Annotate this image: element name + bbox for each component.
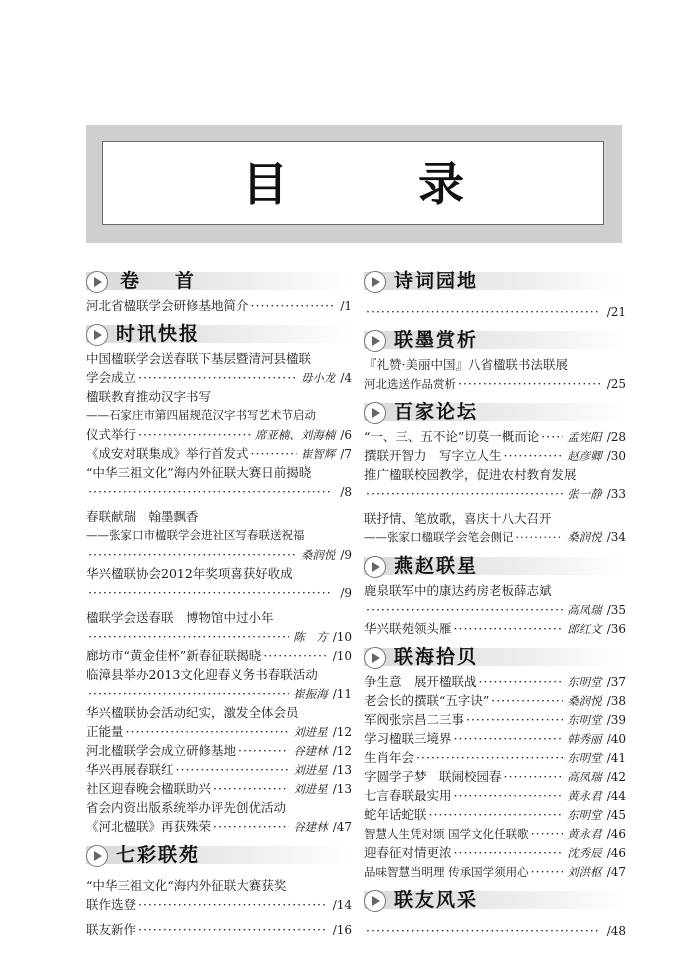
toc-entry[interactable] (364, 710, 626, 729)
page-number: /10 (332, 649, 352, 663)
page-number: /46 (606, 827, 626, 841)
entry-title: 学习楹联三境界 (364, 731, 452, 746)
section-header (364, 395, 626, 427)
toc-entry[interactable] (364, 691, 626, 710)
page-number: /42 (606, 770, 626, 784)
section-header (364, 549, 626, 581)
entry-line (86, 895, 352, 914)
entry-title: 联抒情、笔放歌，喜庆十八大召开 (364, 511, 552, 526)
entry-title: 军阀张宗昌二三事 (364, 712, 465, 727)
dot-leader (454, 619, 564, 638)
play-circle-icon (364, 271, 386, 293)
entry-line (364, 581, 626, 600)
toc-entry[interactable] (86, 646, 352, 665)
dot-leader (238, 741, 289, 760)
page-number: /33 (606, 487, 626, 501)
entry-line (86, 425, 352, 444)
entry-title: 七言春联最实用 (364, 788, 452, 803)
entry-line (364, 528, 626, 547)
entry-title: ——石家庄市第四届规范汉字书写艺术节启动 (86, 408, 316, 422)
entry-line (364, 672, 626, 691)
entry-title: 楹联教育推动汉字书写 (86, 389, 212, 404)
page-number: /1 (340, 299, 352, 313)
toc-entry[interactable] (364, 805, 626, 824)
page-number: /8 (340, 485, 352, 499)
entry-title: “中华三祖文化”海内外征联大赛日前揭晓 (86, 465, 312, 480)
entry-title: ——张家口市楹联学会进社区写春联送祝福 (86, 528, 305, 542)
toc-entry[interactable] (86, 665, 352, 703)
toc-entry[interactable] (364, 729, 626, 748)
entry-line (364, 843, 626, 862)
entry-author: 赵彦卿 (567, 449, 602, 463)
entry-line (364, 691, 626, 710)
entry-line (364, 862, 626, 881)
entry-title: 《河北楹联》再获殊荣 (86, 819, 212, 834)
entry-line (86, 608, 352, 627)
entry-author: 谷建林 (293, 820, 328, 834)
page-number: /6 (340, 428, 352, 442)
entry-author: 高凤瑞 (567, 770, 602, 784)
toc-entry[interactable] (364, 619, 626, 638)
toc-entry[interactable] (364, 355, 626, 393)
page-number: /13 (332, 763, 352, 777)
page-number: /12 (332, 725, 352, 739)
section-header (86, 317, 352, 349)
dot-leader (251, 296, 334, 315)
page-number: /9 (340, 548, 352, 562)
dot-leader (88, 583, 333, 602)
section-header (86, 264, 352, 296)
page-title: 目录 (242, 157, 594, 211)
entry-author: 郎红文 (567, 622, 602, 636)
toc-entry[interactable] (86, 798, 352, 836)
page-number: /47 (606, 865, 626, 879)
toc-right-column (364, 262, 626, 940)
entry-title: 蛇年话蛇联 (364, 807, 427, 822)
toc-entry[interactable] (86, 870, 352, 914)
entry-author: 刘进星 (293, 763, 328, 777)
toc-entry[interactable] (86, 387, 352, 444)
page-number: /36 (606, 622, 626, 636)
entry-line (86, 920, 352, 939)
entry-title: 临漳县举办2013文化迎春义务书春联活动 (86, 667, 318, 682)
entry-author: 刘进星 (293, 782, 328, 796)
entry-line (86, 703, 352, 722)
entry-author: 谷建林 (293, 744, 328, 758)
entry-title: 楹联学会送春联 博物馆中过小年 (86, 610, 274, 625)
toc-entry[interactable] (364, 296, 626, 321)
entry-title: 社区迎春晚会楹联助兴 (86, 781, 212, 796)
entry-line (86, 564, 352, 583)
page-number: /40 (606, 732, 626, 746)
dot-leader (541, 427, 563, 446)
entry-title: 学会成立 (86, 370, 137, 385)
section-title: 卷首 (120, 270, 231, 292)
section-title: 燕赵联星 (394, 555, 479, 577)
toc-entry[interactable] (86, 760, 352, 779)
entry-line (364, 921, 626, 940)
entry-line (86, 507, 352, 526)
page-number: /11 (332, 687, 352, 701)
page-number: /38 (606, 694, 626, 708)
entry-line (86, 798, 352, 817)
entry-line (86, 463, 352, 482)
dot-leader (416, 748, 563, 767)
play-circle-icon (364, 330, 386, 352)
entry-author: 高凤瑞 (567, 603, 602, 617)
toc-entry[interactable] (364, 767, 626, 786)
entry-title: 品味智慧当明理 传承国学须用心 (364, 865, 529, 879)
dot-leader (458, 374, 600, 393)
entry-author: 东明堂 (567, 808, 602, 822)
page-number: /35 (606, 603, 626, 617)
entry-title: 迎春征对情更浓 (364, 845, 452, 860)
section-title: 联友风采 (394, 889, 479, 911)
title-banner (86, 125, 622, 243)
toc-entry[interactable] (364, 427, 626, 446)
entry-author: 黄永君 (567, 827, 602, 841)
section-title: 联海拾贝 (394, 646, 479, 668)
entry-line (86, 876, 352, 895)
toc-entry[interactable] (86, 349, 352, 387)
toc-entry[interactable] (364, 465, 626, 503)
page-number: /7 (340, 447, 352, 461)
dot-leader (429, 805, 564, 824)
entry-title: ——张家口楹联学会笔会侧记 (364, 530, 514, 544)
dot-leader (531, 862, 564, 881)
entry-line (86, 482, 352, 501)
play-circle-icon (364, 890, 386, 912)
dot-leader (366, 600, 563, 619)
page-number: /41 (606, 751, 626, 765)
entry-title: 争生意 展开楹联战 (364, 674, 477, 689)
dot-leader (531, 824, 564, 843)
section-header (364, 323, 626, 355)
dot-leader (138, 368, 297, 387)
dot-leader (126, 722, 290, 741)
entry-line (86, 627, 352, 646)
entry-author: 沈秀辰 (567, 846, 602, 860)
entry-line (86, 583, 352, 602)
play-circle-icon (86, 324, 108, 346)
entry-title: “中华三祖文化“海内外征联大赛获奖 (86, 878, 287, 893)
entry-line (86, 349, 352, 368)
dot-leader (504, 767, 564, 786)
entry-title: 鹿泉联军中的康达药房老板薛志斌 (364, 583, 552, 598)
page-number: /25 (606, 377, 626, 391)
entry-title: 河北省楹联学会研修基地简介 (86, 298, 249, 313)
entry-line (364, 767, 626, 786)
entry-line (86, 387, 352, 406)
toc-entry[interactable] (86, 779, 352, 798)
page-number: /12 (332, 744, 352, 758)
toc-entry[interactable] (364, 843, 626, 862)
entry-line (364, 824, 626, 843)
entry-title: 河北选送作品赏析 (364, 377, 456, 391)
dot-leader (491, 691, 563, 710)
dot-leader (138, 920, 326, 939)
dot-leader (366, 302, 600, 321)
dot-leader (213, 817, 289, 836)
dot-leader (516, 528, 564, 547)
dot-leader (454, 843, 564, 862)
section-title: 时讯快报 (116, 323, 201, 345)
page-number: /4 (340, 371, 352, 385)
entry-line (86, 444, 352, 463)
entry-author: 桑润悦 (567, 694, 602, 708)
entry-author: 刘进星 (293, 725, 328, 739)
dot-leader (88, 684, 289, 703)
entry-title: 老会长的撰联“五字诀” (364, 693, 490, 708)
entry-line (364, 509, 626, 528)
section-title: 诗词园地 (394, 270, 479, 292)
entry-title: 推广楹联校园教学，促进农村教育发展 (364, 467, 577, 482)
toc-entry[interactable] (86, 564, 352, 602)
entry-title: 《成安对联集成》举行首发式 (86, 446, 249, 461)
toc-entry[interactable] (86, 602, 352, 646)
dot-leader (454, 729, 564, 748)
dot-leader (138, 895, 326, 914)
dot-leader (504, 446, 564, 465)
entry-line (86, 741, 352, 760)
entry-line (364, 465, 626, 484)
entry-line (364, 710, 626, 729)
toc-entry[interactable] (86, 463, 352, 501)
entry-title: 撰联开智力 写字立人生 (364, 448, 502, 463)
entry-line (86, 646, 352, 665)
entry-author: 韩秀丽 (567, 732, 602, 746)
page-number: /48 (606, 924, 626, 938)
entry-title: 联友新作 (86, 922, 137, 937)
dot-leader (366, 484, 563, 503)
entry-title: “一、三、五不论”切莫一概而论 (364, 429, 540, 444)
entry-title: 『礼赞·美丽中国』八省楹联书法联展 (364, 357, 568, 372)
page-number: /30 (606, 449, 626, 463)
entry-author: 黄永君 (567, 789, 602, 803)
entry-title: 正能量 (86, 724, 124, 739)
page-number: /28 (606, 430, 626, 444)
entry-line (86, 296, 352, 315)
toc-entry[interactable] (364, 915, 626, 940)
entry-line (86, 526, 352, 545)
toc-left-column (86, 262, 352, 939)
dot-leader (213, 779, 289, 798)
entry-author: 桑润悦 (567, 530, 602, 544)
toc-entry[interactable] (364, 748, 626, 767)
page-number: /10 (332, 630, 352, 644)
dot-leader (479, 672, 564, 691)
section-header (86, 838, 352, 870)
toc-entry[interactable] (86, 296, 352, 315)
page-number: /16 (332, 923, 352, 937)
section-title: 七彩联苑 (116, 844, 201, 866)
toc-entry[interactable] (364, 862, 626, 881)
entry-line (86, 779, 352, 798)
toc-entry[interactable] (364, 824, 626, 843)
title-frame (102, 141, 604, 225)
entry-line (86, 817, 352, 836)
entry-title: 华兴楹联协会2012年奖项喜获好收成 (86, 566, 293, 581)
entry-line (364, 748, 626, 767)
entry-line (364, 374, 626, 393)
dot-leader (88, 627, 289, 646)
page-number: /44 (606, 789, 626, 803)
play-circle-icon (364, 647, 386, 669)
entry-title: 字圆学子梦 联闹校园春 (364, 769, 502, 784)
entry-line (364, 302, 626, 321)
toc-entry[interactable] (364, 446, 626, 465)
entry-line (364, 446, 626, 465)
dot-leader (88, 482, 333, 501)
entry-line (364, 427, 626, 446)
toc-entry[interactable] (364, 786, 626, 805)
entry-title: 华兴楹联协会活动纪实，激发全体会员 (86, 705, 299, 720)
dot-leader (466, 710, 563, 729)
section-header (364, 640, 626, 672)
page-number: /13 (332, 782, 352, 796)
entry-title: 廊坊市“黄金佳杯”新春征联揭晓 (86, 648, 262, 663)
toc-entry[interactable] (86, 703, 352, 741)
entry-author: 孟宪阳 (567, 430, 602, 444)
entry-author: 崔智辉 (300, 447, 336, 461)
entry-line (364, 600, 626, 619)
toc-entry[interactable] (364, 581, 626, 619)
dot-leader (176, 760, 290, 779)
entry-title: 华兴再展春联红 (86, 762, 174, 777)
section-header (364, 883, 626, 915)
dot-leader (454, 786, 564, 805)
entry-title: 省会内资出版系统举办评先创优活动 (86, 800, 287, 815)
page-number: /14 (332, 898, 352, 912)
page-number: /39 (606, 713, 626, 727)
entry-author: 席亚楠、刘海楠 (254, 428, 336, 442)
entry-author: 刘洪枢 (567, 865, 602, 879)
dot-leader (366, 921, 600, 940)
entry-line (364, 729, 626, 748)
entry-line (86, 368, 352, 387)
dot-leader (263, 646, 325, 665)
page-number: /46 (606, 846, 626, 860)
play-circle-icon (364, 402, 386, 424)
entry-author: 毋小龙 (300, 371, 336, 385)
entry-author: 东明堂 (567, 675, 602, 689)
page-number: /21 (606, 305, 626, 319)
entry-title: 智慧人生凭对颂 国学文化任联歌 (364, 827, 529, 841)
page-number: /9 (340, 586, 352, 600)
entry-line (364, 786, 626, 805)
entry-line (364, 355, 626, 374)
entry-author: 崔振海 (293, 687, 328, 701)
toc-entry[interactable] (86, 444, 352, 463)
entry-author: 张一静 (567, 487, 602, 501)
entry-line (86, 545, 352, 564)
toc-entry[interactable] (364, 672, 626, 691)
toc-entry[interactable] (86, 741, 352, 760)
entry-author: 东明堂 (567, 713, 602, 727)
entry-title: 联作选登 (86, 897, 137, 912)
section-title: 联墨赏析 (394, 329, 479, 351)
page-number: /34 (606, 530, 626, 544)
entry-author: 桑润悦 (300, 548, 336, 562)
section-header (364, 264, 626, 296)
entry-line (86, 722, 352, 741)
toc-entry[interactable] (86, 501, 352, 564)
toc-entry[interactable] (364, 503, 626, 547)
entry-line (86, 406, 352, 425)
entry-title: 河北楹联学会成立研修基地 (86, 743, 237, 758)
entry-line (86, 665, 352, 684)
dot-leader (138, 425, 251, 444)
entry-title: 华兴联苑领头雁 (364, 621, 452, 636)
entry-line (364, 484, 626, 503)
page-number: /47 (332, 820, 352, 834)
entry-title: 中国楹联学会送春联下基层暨清河县楹联 (86, 351, 312, 366)
page-number: /45 (606, 808, 626, 822)
entry-author: 东明堂 (567, 751, 602, 765)
entry-title: 仪式举行 (86, 427, 137, 442)
section-title: 百家论坛 (394, 401, 479, 423)
entry-line (364, 619, 626, 638)
entry-author: 陈 方 (293, 630, 328, 644)
play-circle-icon (364, 556, 386, 578)
entry-title: 生肖年会 (364, 750, 415, 765)
entry-line (86, 684, 352, 703)
dot-leader (88, 545, 297, 564)
play-circle-icon (86, 271, 108, 293)
toc-entry[interactable] (86, 914, 352, 939)
entry-line (364, 805, 626, 824)
dot-leader (251, 444, 297, 463)
page-number: /37 (606, 675, 626, 689)
play-circle-icon (86, 845, 108, 867)
entry-title: 春联献瑞 翰墨飘香 (86, 509, 199, 524)
entry-line (86, 760, 352, 779)
